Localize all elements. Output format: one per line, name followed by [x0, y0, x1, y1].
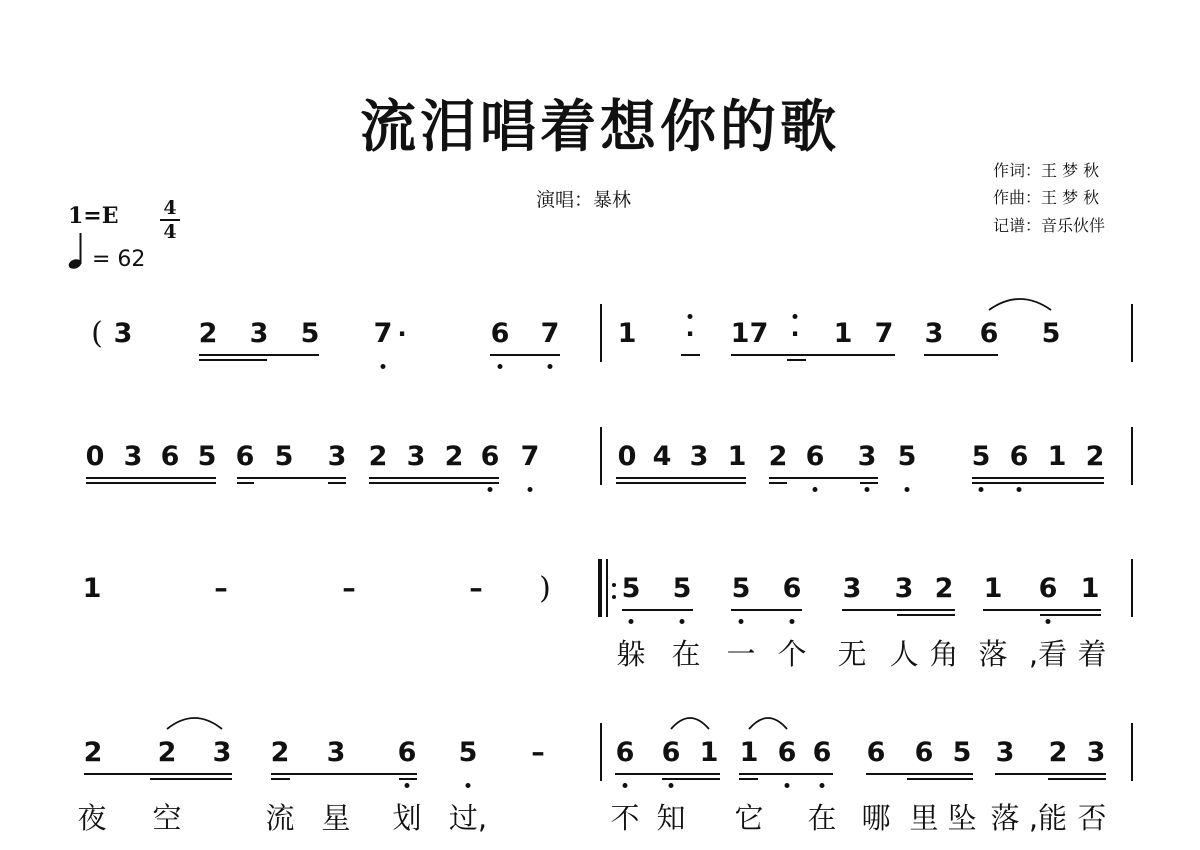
augmentation-dot: ·	[397, 320, 407, 348]
lyric-syllable: 个	[777, 637, 807, 671]
note: 0	[85, 441, 105, 472]
note: 4	[652, 441, 672, 472]
lyric-syllable: 否	[1077, 801, 1107, 835]
lyric-syllable: ,能	[1028, 801, 1068, 835]
note: 6	[480, 441, 500, 472]
sustain-dash: –	[342, 573, 356, 604]
note: 1	[617, 318, 637, 349]
lyric-syllable: 落	[978, 637, 1008, 671]
parenthesis: (	[91, 316, 103, 351]
note: 6	[782, 573, 802, 604]
note: 1	[1047, 441, 1067, 472]
note: 6	[914, 737, 934, 768]
note: 1	[833, 318, 853, 349]
note: 2	[934, 573, 954, 604]
lyric-syllable: 着	[1077, 637, 1107, 671]
note: 3	[1086, 737, 1106, 768]
note: 1	[983, 573, 1003, 604]
note: 3	[406, 441, 426, 472]
note: 3	[212, 737, 232, 768]
note: 1	[699, 737, 719, 768]
slur-arc	[671, 718, 709, 729]
note: 5	[274, 441, 294, 472]
lyric-syllable: 哪	[861, 801, 891, 835]
lyric-syllable: 无	[837, 637, 867, 671]
note: 1	[727, 441, 747, 472]
song-title: 流泪唱着想你的歌	[360, 94, 840, 160]
note: 6	[805, 441, 825, 472]
note: 6	[160, 441, 180, 472]
note: 1	[739, 737, 759, 768]
note: 7	[874, 318, 894, 349]
note: 3	[995, 737, 1015, 768]
note: 3	[689, 441, 709, 472]
note: 6	[397, 737, 417, 768]
composer-credit: 作曲：王 梦 秋	[993, 188, 1100, 207]
transcriber-credit: 记谱：音乐伙伴	[993, 216, 1106, 235]
note: 0	[617, 441, 637, 472]
note: 6	[235, 441, 255, 472]
sustain-dash: –	[531, 737, 545, 768]
lyric-syllable: 在	[807, 801, 837, 835]
augmentation-dot: ·	[685, 320, 695, 348]
note: 5	[621, 573, 641, 604]
note: 3	[894, 573, 914, 604]
note: 3	[857, 441, 877, 472]
lyric-syllable: 星	[321, 801, 351, 835]
slur-arc	[989, 299, 1051, 310]
lyric-syllable: ,看	[1028, 637, 1068, 671]
lyric-syllable: 在	[671, 637, 701, 671]
lyric-syllable: 躲	[616, 637, 646, 671]
lyric-syllable: 它	[734, 801, 764, 835]
note: 2	[1048, 737, 1068, 768]
slur-arc	[749, 718, 787, 729]
note: 7	[373, 318, 393, 349]
note: 2	[1085, 441, 1105, 472]
note: 6	[866, 737, 886, 768]
note: 5	[971, 441, 991, 472]
note: 5	[458, 737, 478, 768]
note: 6	[1009, 441, 1029, 472]
time-signature-bottom: 4	[163, 221, 177, 243]
note: 2	[83, 737, 103, 768]
note: 3	[249, 318, 269, 349]
note: 7	[749, 318, 769, 349]
lyric-syllable: 过,	[448, 801, 488, 835]
augmentation-dot: ·	[790, 320, 800, 348]
lyric-syllable: 划	[392, 801, 422, 835]
lyric-syllable: 空	[152, 801, 182, 835]
note: 6	[615, 737, 635, 768]
note: 6	[777, 737, 797, 768]
note: 1	[82, 573, 102, 604]
note: 5	[952, 737, 972, 768]
lyric-syllable: 落	[990, 801, 1020, 835]
note: 1	[730, 318, 750, 349]
note: 5	[197, 441, 217, 472]
slur-arc	[167, 718, 222, 729]
note: 3	[924, 318, 944, 349]
parenthesis: )	[539, 571, 551, 606]
note: 2	[198, 318, 218, 349]
note: 3	[123, 441, 143, 472]
note: 6	[1038, 573, 1058, 604]
note: 5	[300, 318, 320, 349]
note: 2	[444, 441, 464, 472]
key-signature: 1=E	[68, 203, 119, 229]
note: 3	[327, 441, 347, 472]
lyric-syllable: 坠	[947, 801, 977, 835]
note: 2	[270, 737, 290, 768]
sustain-dash: –	[469, 573, 483, 604]
note: 3	[113, 318, 133, 349]
lyric-syllable: 角	[929, 637, 959, 671]
lyric-syllable: 人	[889, 637, 919, 671]
lyric-syllable: 夜	[77, 801, 107, 835]
note: 5	[1041, 318, 1061, 349]
singer-credit: 演唱：暴林	[536, 189, 632, 211]
lyric-syllable: 流	[265, 801, 295, 835]
note: 6	[490, 318, 510, 349]
lyric-syllable: 知	[656, 801, 686, 835]
note: 5	[672, 573, 692, 604]
note: 3	[842, 573, 862, 604]
sustain-dash: –	[214, 573, 228, 604]
note: 3	[326, 737, 346, 768]
note: 7	[540, 318, 560, 349]
lyric-syllable: 里	[909, 801, 939, 835]
note: 6	[661, 737, 681, 768]
note: 6	[812, 737, 832, 768]
lyricist-credit: 作词：王 梦 秋	[993, 161, 1100, 180]
note: 5	[731, 573, 751, 604]
time-signature-top: 4	[163, 197, 177, 219]
note: 5	[897, 441, 917, 472]
note: 1	[1080, 573, 1100, 604]
lyric-syllable: 一	[726, 637, 756, 671]
note: 7	[520, 441, 540, 472]
lyric-syllable: 不	[610, 801, 640, 835]
tempo-marking: = 62	[92, 247, 146, 272]
note: 2	[157, 737, 177, 768]
note: 6	[979, 318, 999, 349]
note: 2	[368, 441, 388, 472]
note: 2	[768, 441, 788, 472]
